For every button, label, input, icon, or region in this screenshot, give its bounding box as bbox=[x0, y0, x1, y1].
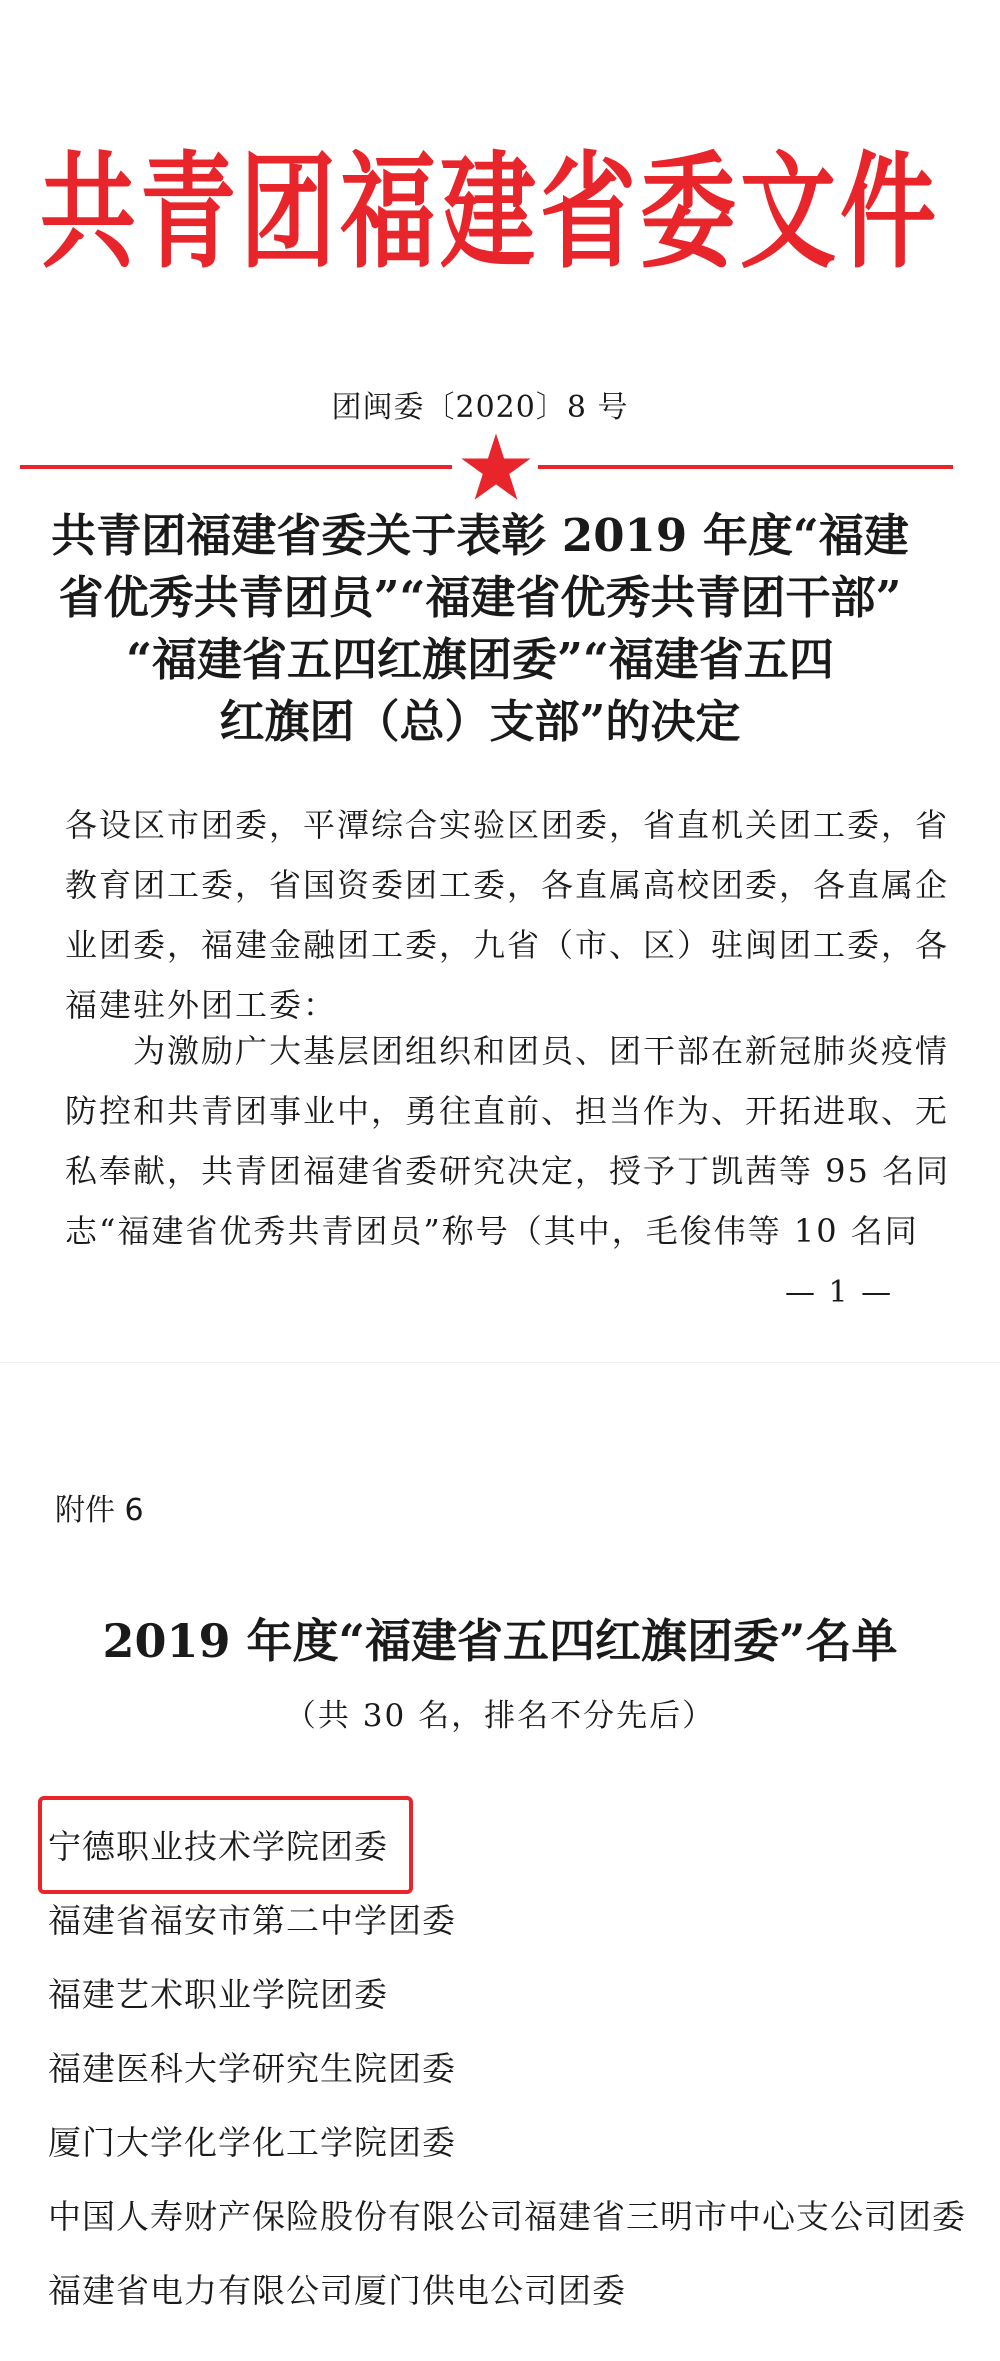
honor-list-item: 福建省电力有限公司厦门供电公司团委 bbox=[48, 2271, 626, 2310]
honor-list-item: 厦门大学化学化工学院团委 bbox=[48, 2123, 456, 2162]
page-divider bbox=[0, 1362, 1000, 1363]
list-title: 2019 年度“福建省五四红旗团委”名单 bbox=[102, 1614, 898, 1668]
honor-list-item: 福建艺术职业学院团委 bbox=[48, 1975, 388, 2014]
recipient-line: 福建驻外团工委： bbox=[65, 986, 338, 1024]
list-note: （共 30 名，排名不分先后） bbox=[284, 1698, 716, 1734]
recipient-line: 教育团工委，省国资委团工委，各直属高校团委，各直属企 bbox=[65, 866, 950, 904]
red-divider-left bbox=[20, 465, 452, 469]
paragraph-line: 为激励广大基层团组织和团员、团干部在新冠肺炎疫情 bbox=[133, 1032, 950, 1070]
attachment-label: 附件 6 bbox=[55, 1493, 144, 1528]
paragraph-line: 私奉献，共青团福建省委研究决定，授予丁凯茜等 95 名同 bbox=[65, 1152, 951, 1190]
recipient-line: 各设区市团委，平潭综合实验区团委，省直机关团工委，省 bbox=[65, 806, 950, 844]
decision-paragraph bbox=[65, 1021, 951, 1261]
decision-title bbox=[40, 505, 920, 753]
document-number: 团闽委〔2020〕8 号 bbox=[331, 390, 629, 425]
document-masthead: 共青团福建省委文件 bbox=[40, 138, 940, 286]
decision-title-line: 共青团福建省委关于表彰 2019 年度“福建 bbox=[51, 509, 909, 562]
honor-list-item: 中国人寿财产保险股份有限公司福建省三明市中心支公司团委 bbox=[48, 2197, 966, 2236]
decision-title-line: 省优秀共青团员”“福建省优秀共青团干部” bbox=[58, 571, 902, 624]
red-star-icon bbox=[459, 432, 533, 502]
decision-title-line: 红旗团（总）支部”的决定 bbox=[219, 695, 741, 748]
honor-list-item: 宁德职业技术学院团委 bbox=[48, 1827, 388, 1866]
honor-list-item: 福建医科大学研究生院团委 bbox=[48, 2049, 456, 2088]
paragraph-line: 防控和共青团事业中，勇往直前、担当作为、开拓进取、无 bbox=[65, 1092, 950, 1130]
paragraph-line: 志“福建省优秀共青团员”称号（其中，毛俊伟等 10 名同 bbox=[65, 1212, 919, 1250]
honor-list-item: 福建省福安市第二中学团委 bbox=[48, 1901, 456, 1940]
honor-list bbox=[48, 1810, 988, 2328]
page-number: — 1 — bbox=[785, 1275, 894, 1310]
red-divider-right bbox=[538, 465, 953, 469]
recipient-line: 业团委，福建金融团工委，九省（市、区）驻闽团工委，各 bbox=[65, 926, 950, 964]
decision-title-line: “福建省五四红旗团委”“福建省五四 bbox=[126, 633, 834, 686]
recipient-list bbox=[65, 795, 950, 1035]
